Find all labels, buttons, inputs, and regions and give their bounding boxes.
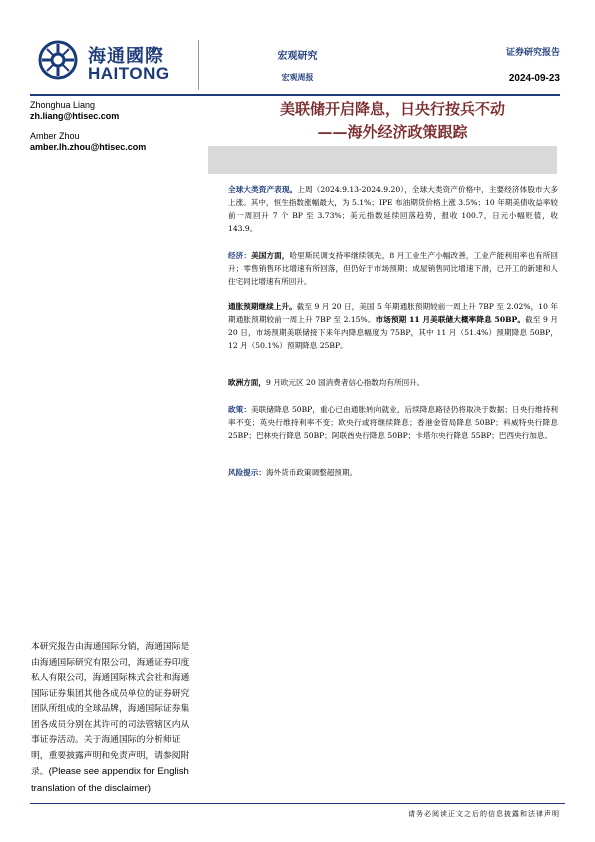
header-rule — [30, 94, 560, 96]
paragraph-asset-performance — [228, 183, 558, 235]
footer-rule — [30, 803, 565, 804]
author-email[interactable]: amber.lh.zhou@htisec.com — [30, 142, 147, 152]
section-bold: 欧洲方面， — [228, 378, 266, 387]
section-bold: 美国方面， — [251, 251, 290, 260]
section-lead: 经济： — [228, 251, 252, 260]
section-text: 美联储降息 50BP，重心已由通胀转向就业，后续降息路径仍将取决于数据；日央行维持利率不变；英央行维持利率不变；欧央行或将继续降息；香港金管局降息 50BP；科威特央行降息 25BP；巴林央行降息 50BP；阿联酋央行降息 50BP；卡塔尔央行降息 55BP；巴西央行加息。 — [228, 405, 559, 440]
author-name: Zhonghua Liang — [30, 100, 96, 110]
section-lead: 风险提示： — [228, 468, 266, 477]
paragraph-inflation — [228, 300, 558, 352]
section-text: 上周（2024.9.13-2024.9.20），全球大类资产价格中，主要经济体股市大多上涨。其中，恒生指数涨幅最大，为 5.1%；IPE 布油期货价格上涨 3.5%；10 年期美债收益率较前一周回升 7 个 BP 至 3.73%；美元指数延续回落趋势，报收 100.7，日元小幅贬值，收 143.9。 — [228, 185, 559, 233]
logo-chinese-name: 海通國際 — [88, 46, 164, 67]
paragraph-europe — [228, 376, 558, 389]
logo-english-name: HAITONG — [88, 64, 170, 83]
section-bold: 通胀预期继续上升。 — [228, 302, 297, 311]
footer-notice: 请务必阅读正文之后的信息披露和法律声明 — [408, 810, 560, 818]
section-lead: 政策： — [228, 405, 252, 414]
summary-banner — [208, 146, 557, 174]
author-block — [30, 131, 146, 153]
report-subcategory: 宏观周报 — [281, 73, 314, 82]
paragraph-economy — [228, 249, 558, 288]
section-text: 截至 9 月 20 日，美国 5 年期通胀预期较前一周上升 7BP 至 2.02%，10 年期通胀预期较前一周上升 7BP 至 2.15%。 — [228, 302, 558, 324]
section-text-2: 截至 9 月 20 日，市场预期美联储接下来年内降息幅度为 75BP，其中 11 月（51.4%）预期降息 50BP，12 月（50.1%）预期降息 25BP。 — [228, 315, 558, 350]
disclaimer-text-cn: 本研究报告由海通国际分销，海通国际是由海通国际研究有限公司，海通证券印度私人有限公司，海通国际株式会社和海通国际证券集团其他各成员单位的证券研究团队所组成的全球品牌，海通国际证券集团各成员分别在其许可的司法管辖区内从事证券活动。关于海通国际的分析师证明，重要披露声明和免责声明，请参阅附录。 — [31, 642, 190, 777]
section-bold-2: 市场预期 11 月美联储大概率降息 50BP。 — [375, 315, 526, 324]
disclaimer-block — [31, 640, 196, 797]
report-date: 2024-09-23 — [508, 73, 560, 84]
author-name: Amber Zhou — [30, 131, 80, 141]
report-subtitle: ——海外经济政策跟踪 — [317, 123, 468, 141]
author-block — [30, 100, 119, 122]
disclaimer-text-en: (Please see appendix for English translation of the disclaimer) — [31, 766, 189, 794]
section-text: 9 月欧元区 20 国消费者信心指数均有所回升。 — [265, 378, 425, 387]
report-type: 证券研究报告 — [505, 48, 560, 58]
report-category: 宏观研究 — [277, 51, 318, 62]
report-title: 美联储开启降息，日央行按兵不动 — [279, 100, 505, 118]
paragraph-risk — [228, 466, 558, 479]
section-text: 海外货币政策调整超预期。 — [265, 468, 358, 477]
paragraph-policy — [228, 403, 558, 442]
author-email[interactable]: zh.liang@htisec.com — [30, 111, 120, 121]
section-lead: 全球大类资产表现。 — [228, 185, 298, 194]
section-text: 哈里斯民调支持率继续领先，8 月工业生产小幅改善，工业产能利用率也有所回升；零售销售环比增速有所回落，但仍好于市场预期；成屋销售同比增速下滑，已开工的新建和人住宅同比增速有所回升。 — [228, 251, 559, 286]
